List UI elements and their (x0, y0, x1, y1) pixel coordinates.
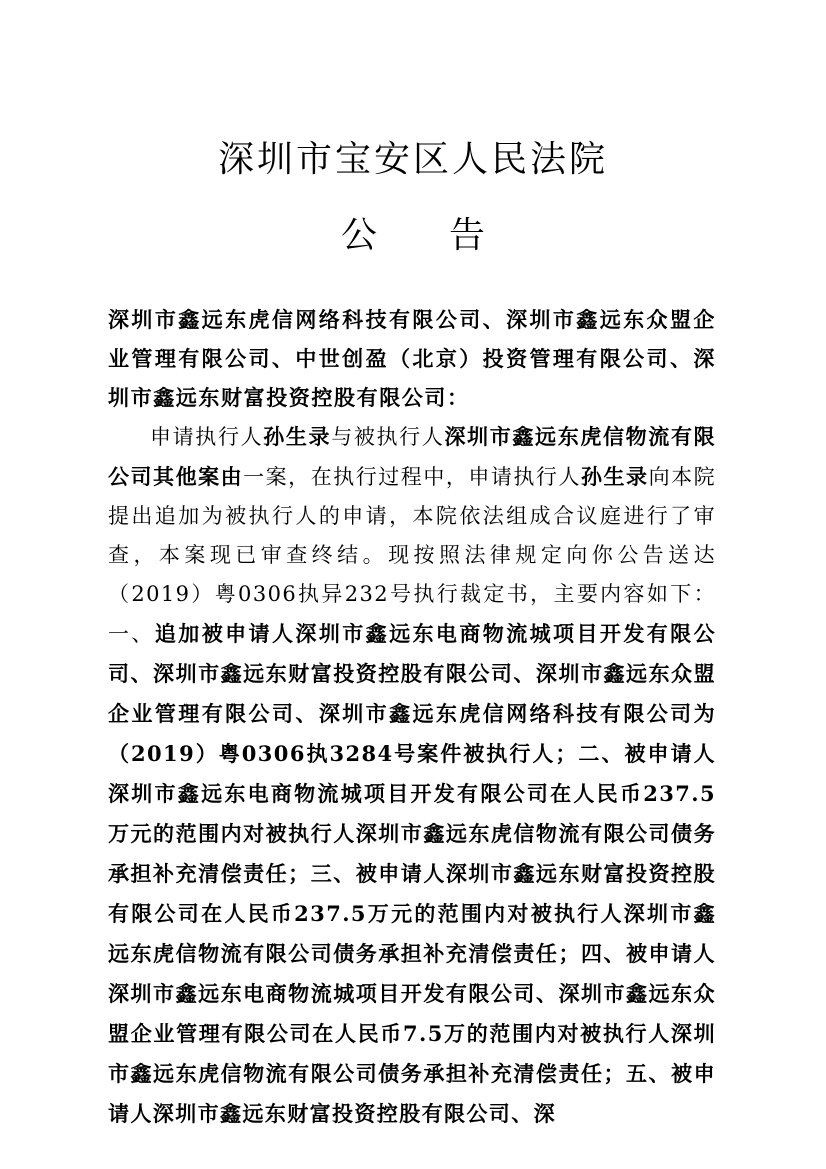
addressee-paragraph: 深圳市鑫远东虎信网络科技有限公司、深圳市鑫远东众盟企业管理有限公司、中世创盈（北京）投资管理有限公司、深圳市鑫远东财富投资控股有限公司： (108, 307, 716, 410)
intro-text: 申请执行人 (150, 425, 264, 449)
notice-title-char-1: 公 (340, 215, 377, 256)
procedure-text: 向本院提出追加为被执行人的申请，本院依法组成合议庭进行了审查，本案现已审查终结。现按照法律规定向你公告送达（2019）粤0306执异232号执行裁定书，主要内容如下：一、 (108, 465, 717, 646)
court-name-heading: 深圳市宝安区人民法院 (217, 139, 608, 180)
notice-body (108, 300, 716, 1134)
applicant-name-repeat: 孙生录 (580, 464, 649, 489)
respondent-case: 深圳市鑫远东虎信物流有限公司其他案由 (108, 424, 716, 489)
mid-text: 一案，在执行过程中，申请执行人 (243, 465, 581, 489)
with-text: 与被执行人 (331, 425, 445, 449)
notice-paragraph (108, 417, 716, 1134)
notice-title-heading (0, 208, 826, 264)
notice-title-char-2: 告 (449, 215, 486, 256)
applicant-name: 孙生录 (263, 424, 332, 449)
ruling-text: 追加被申请人深圳市鑫远东电商物流城项目开发有限公司、深圳市鑫远东财富投资控股有限公司、深圳市鑫远东众盟企业管理有限公司、深圳市鑫远东虎信网络科技有限公司为（2019）粤0306执3284号案件被执行人；二、被申请人深圳市鑫远东电商物流城项目开发有限公司在人民币237.5万元的范围内对被执行人深圳市鑫远东虎信物流有限公司债务承担补充清偿责任；三、被申请人深圳市鑫远东财富投资控股有限公司在人民币237.5万元的范围内对被执行人深圳市鑫远东虎信物流有限公司债务承担补充清偿责任；四、被申请人深圳市鑫远东电商物流城项目开发有限公司、深圳市鑫远东众盟企业管理有限公司在人民币7.5万的范围内对被执行人深圳市鑫远东虎信物流有限公司债务承担补充清偿责任；五、被申请人深圳市鑫远东财富投资控股有限公司、深 (108, 621, 716, 1126)
